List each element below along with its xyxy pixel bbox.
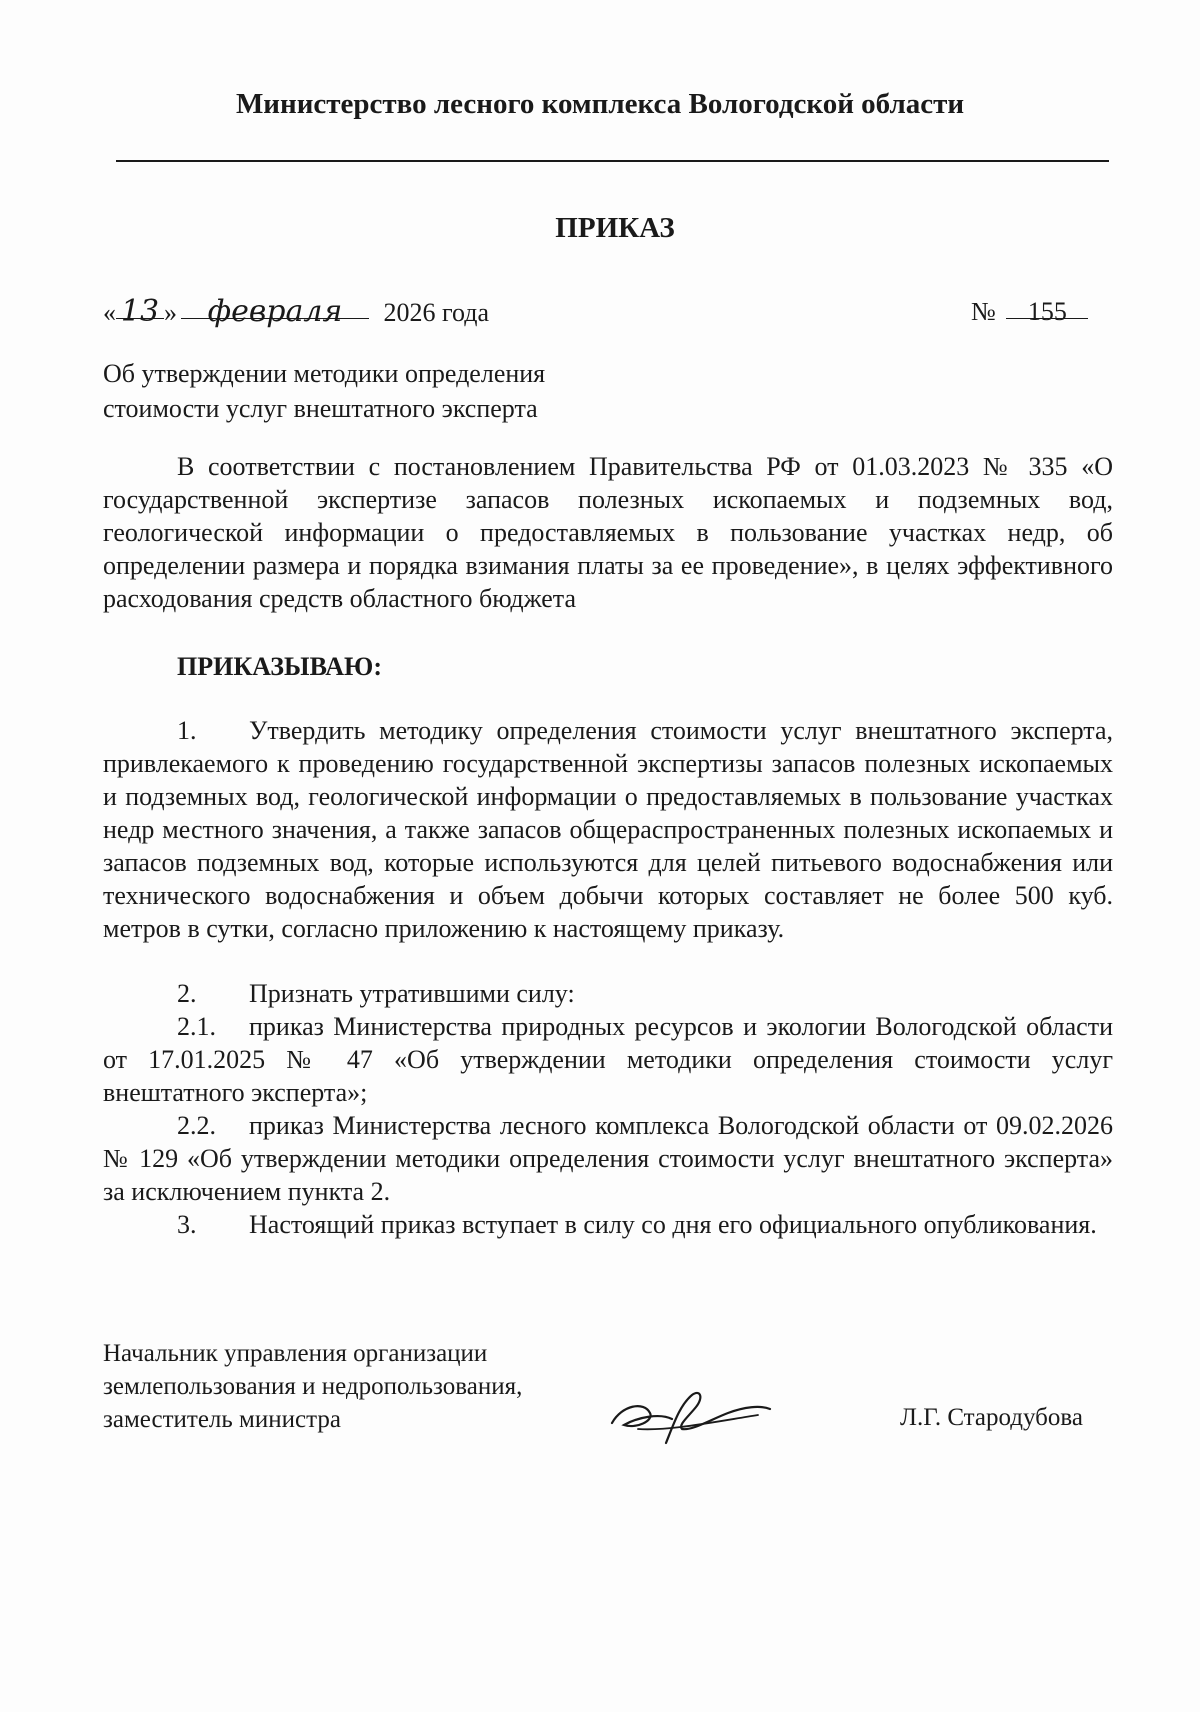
handwritten-signature bbox=[608, 1383, 778, 1453]
item-2-number: 2. bbox=[177, 979, 197, 1008]
document-title: ПРИКАЗ bbox=[555, 212, 675, 244]
item-1 bbox=[103, 714, 1113, 945]
date-line bbox=[103, 292, 489, 333]
signatory-position: Начальник управления организации землепользования и недропользования, заместитель министра bbox=[103, 1340, 523, 1433]
item-2-1-number: 2.1. bbox=[177, 1012, 216, 1041]
item-2-1 bbox=[103, 1010, 1113, 1109]
date-open-quote: « bbox=[103, 298, 116, 327]
item-1-text: Утвердить методику определения стоимости услуг внештатного эксперта, привлекаемого к проведению государственной экспертизы запасов полезных ископаемых и подземных вод, геологической информации о предоставляемых в пользование участках недр местного значения, а также запасов общераспространенных полезных ископаемых и запасов подземных вод, которые используются для целей питьевого водоснабжения или технического водоснабжения и объем добычи которых составляет не более 500 куб. метров в сутки, согласно приложению к настоящему приказу. bbox=[103, 716, 1113, 943]
item-3-text: Настоящий приказ вступает в силу со дня его официального опубликования. bbox=[249, 1210, 1097, 1239]
item-2-2-number: 2.2. bbox=[177, 1111, 216, 1140]
signatory-name: Л.Г. Стародубова bbox=[900, 1404, 1083, 1431]
header-divider bbox=[116, 160, 1109, 162]
item-3-number: 3. bbox=[177, 1210, 197, 1239]
item-2-2 bbox=[103, 1109, 1113, 1208]
decree-word: ПРИКАЗЫВАЮ: bbox=[177, 652, 382, 681]
order-number bbox=[971, 292, 1088, 332]
item-3 bbox=[103, 1208, 1113, 1241]
order-subject: Об утверждении методики определения стоимости услуг внештатного эксперта bbox=[103, 359, 546, 423]
organization-name: Министерство лесного комплекса Вологодской области bbox=[235, 88, 965, 120]
preamble-paragraph: В соответствии с постановлением Правительства РФ от 01.03.2023 № 335 «О государственной экспертизе запасов полезных ископаемых и подземных вод, геологической информации о предоставляемых в пользование участках недр, об определении размера и порядка взимания платы за ее проведение», в целях эффективного расходования средств областного бюджета bbox=[103, 452, 1113, 613]
item-1-number: 1. bbox=[177, 716, 197, 745]
item-2-2-text: приказ Министерства лесного комплекса Вологодской области от 09.02.2026 № 129 «Об утверждении методики определения стоимости услуг внештатного эксперта» за исключением пункта 2. bbox=[103, 1111, 1113, 1206]
date-year: 2026 года bbox=[383, 298, 490, 327]
date-month: февраля bbox=[181, 292, 369, 319]
date-close-quote: » bbox=[164, 298, 177, 327]
item-2 bbox=[103, 977, 1113, 1010]
number-sign: № bbox=[971, 297, 996, 326]
number-value: 155 bbox=[1006, 292, 1088, 319]
item-2-text: Признать утратившими силу: bbox=[249, 979, 575, 1008]
date-day: 13 bbox=[116, 292, 164, 319]
item-2-1-text: приказ Министерства природных ресурсов и экологии Вологодской области от 17.01.2025 № 47 «Об утверждении методики определения стоимости услуг внештатного эксперта»; bbox=[103, 1012, 1113, 1107]
